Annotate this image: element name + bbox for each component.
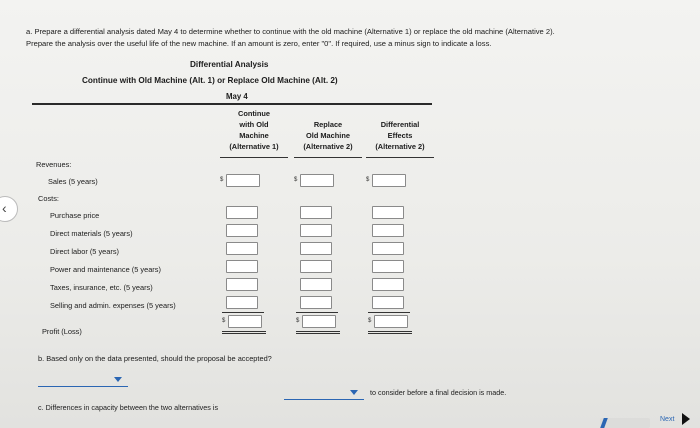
column-header-alt1 [218, 108, 290, 152]
report-subtitle: Continue with Old Machine (Alt. 1) or Replace Old Machine (Alt. 2) [82, 76, 338, 85]
currency-symbol: $ [294, 177, 298, 183]
currency-symbol: $ [222, 318, 226, 324]
next-arrow-icon[interactable] [682, 413, 690, 425]
col1-line2: with Old [239, 120, 269, 129]
materials-alt2-input[interactable] [300, 224, 332, 237]
subtotal-rule-alt1 [222, 312, 264, 313]
row-label-revenues: Revenues: [36, 160, 72, 169]
total-double-rule-alt1 [222, 331, 266, 334]
labor-diff-input[interactable] [372, 242, 404, 255]
col3-line3: (Alternative 2) [375, 142, 425, 151]
part-b-question: b. Based only on the data presented, should the proposal be accepted? [38, 354, 272, 363]
total-double-rule-diff [368, 331, 412, 334]
col1-line3: Machine [239, 131, 269, 140]
row-label-costs: Costs: [38, 194, 59, 203]
taxes-diff-input[interactable] [372, 278, 404, 291]
col3-line2: Effects [387, 131, 413, 140]
previous-button[interactable] [600, 418, 650, 428]
labor-alt1-input[interactable] [226, 242, 258, 255]
profit-alt1-input[interactable] [228, 315, 262, 328]
next-button-label[interactable]: Next [660, 416, 675, 423]
profit-alt2-input[interactable] [302, 315, 336, 328]
row-label-sales: Sales (5 years) [48, 177, 98, 186]
dropdown-caret-icon [114, 377, 122, 382]
purchase-diff-input[interactable] [372, 206, 404, 219]
sales-alt1-input[interactable] [226, 174, 260, 187]
row-label-purchase: Purchase price [50, 211, 100, 220]
currency-symbol: $ [296, 318, 300, 324]
col3-header-rule [366, 157, 434, 158]
taxes-alt2-input[interactable] [300, 278, 332, 291]
subtotal-rule-diff [368, 312, 410, 313]
power-alt1-input[interactable] [226, 260, 258, 273]
instructions [26, 26, 686, 50]
power-alt2-input[interactable] [300, 260, 332, 273]
materials-alt1-input[interactable] [226, 224, 258, 237]
back-button[interactable] [0, 196, 18, 222]
purchase-alt1-input[interactable] [226, 206, 258, 219]
instruction-line-1: a. Prepare a differential analysis dated May 4 to determine whether to continue with the old machine (Alternative 1) or replace the old machine (Alternative 2). [26, 27, 555, 36]
col2-line3: (Alternative 2) [303, 142, 353, 151]
labor-alt2-input[interactable] [300, 242, 332, 255]
subtotal-rule-alt2 [296, 312, 338, 313]
col2-line1: Replace [313, 120, 343, 129]
part-c-question: c. Differences in capacity between the two alternatives is [38, 403, 219, 412]
materials-diff-input[interactable] [372, 224, 404, 237]
row-label-materials: Direct materials (5 years) [50, 229, 133, 238]
col1-line1: Continue [237, 109, 271, 118]
column-header-differential [364, 119, 436, 152]
currency-symbol: $ [366, 177, 370, 183]
row-label-power: Power and maintenance (5 years) [50, 265, 161, 274]
column-header-alt2 [292, 119, 364, 152]
power-diff-input[interactable] [372, 260, 404, 273]
report-title: Differential Analysis [190, 60, 269, 69]
part-c-suffix: to consider before a final decision is made. [370, 388, 507, 397]
col3-line1: Differential [380, 120, 420, 129]
col2-line2: Old Machine [306, 131, 350, 140]
col1-line4: (Alternative 1) [229, 142, 279, 151]
taxes-alt1-input[interactable] [226, 278, 258, 291]
purchase-alt2-input[interactable] [300, 206, 332, 219]
selling-diff-input[interactable] [372, 296, 404, 309]
col1-header-rule [220, 157, 288, 158]
currency-symbol: $ [220, 177, 224, 183]
total-double-rule-alt2 [296, 331, 340, 334]
selling-alt2-input[interactable] [300, 296, 332, 309]
selling-alt1-input[interactable] [226, 296, 258, 309]
chevron-left-icon: ‹ [2, 200, 7, 216]
row-label-taxes: Taxes, insurance, etc. (5 years) [50, 283, 153, 292]
dropdown-caret-icon [350, 390, 358, 395]
report-date: May 4 [226, 92, 248, 101]
row-label-labor: Direct labor (5 years) [50, 247, 119, 256]
col2-header-rule [294, 157, 362, 158]
sales-alt2-input[interactable] [300, 174, 334, 187]
row-label-profit: Profit (Loss) [42, 327, 82, 336]
instruction-line-2: Prepare the analysis over the useful life of the new machine. If an amount is zero, enter "0". If required, use a minus sign to indicate a loss. [26, 39, 492, 48]
row-label-selling: Selling and admin. expenses (5 years) [50, 301, 176, 310]
pencil-icon [600, 418, 608, 428]
sales-diff-input[interactable] [372, 174, 406, 187]
profit-diff-input[interactable] [374, 315, 408, 328]
header-rule [32, 103, 432, 105]
currency-symbol: $ [368, 318, 372, 324]
